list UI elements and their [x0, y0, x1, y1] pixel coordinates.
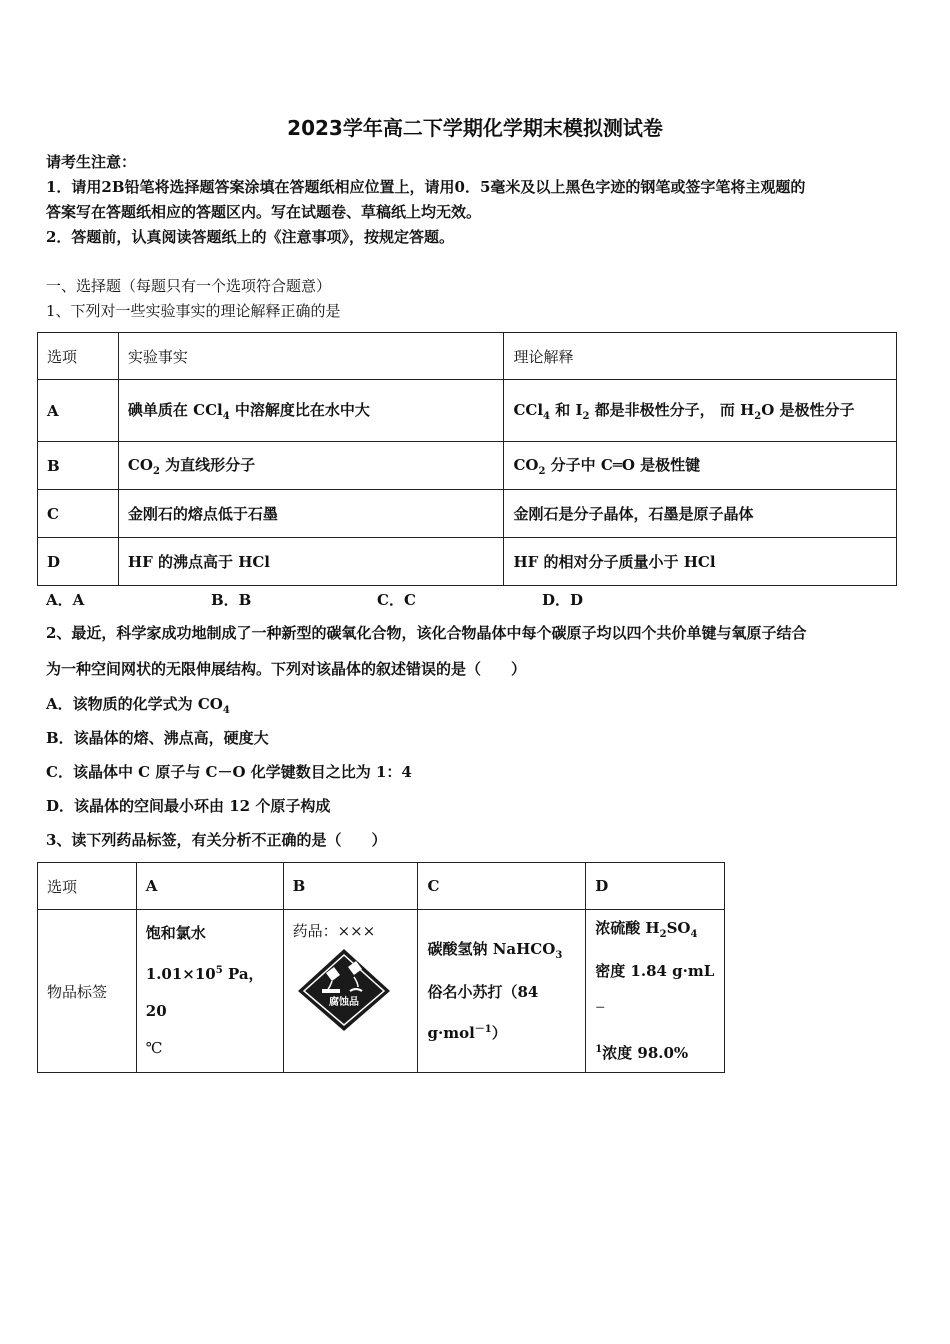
- question-1-stem: 1、下列对一些实验事实的理论解释正确的是: [46, 302, 341, 320]
- header-option: 选项: [38, 333, 119, 380]
- notice-item-2: 2．答题前，认真阅读答题纸上的《注意事项》，按规定答题。: [46, 228, 454, 246]
- row-explanation: 金刚石是分子晶体，石墨是原子晶体: [504, 490, 897, 538]
- table-row: [38, 538, 897, 586]
- table-row: [38, 380, 897, 442]
- notice-heading: 请考生注意：: [46, 153, 137, 171]
- table-row: [38, 910, 725, 1073]
- question-3-stem: 3、读下列药品标签，有关分析不正确的是（ ）: [46, 831, 387, 849]
- row-explanation: CCl$_4$ 和 $I_2$ 都是非极性分子， 而 $H_2O$ 是极性分子: [504, 380, 897, 442]
- row-option: D: [38, 538, 119, 586]
- table-row: [38, 442, 897, 490]
- question-2-option-b: B．该晶体的熔、沸点高，硬度大: [46, 729, 269, 747]
- corrosive-hazard-icon: [296, 947, 392, 1033]
- question-1-choice-c: C．C: [377, 591, 416, 609]
- label-d: 浓硫酸 $H_2SO_4$ 密度 1.84 g·mL－ $^1$浓度 98.0%: [586, 910, 725, 1073]
- question-1-table: [37, 332, 897, 586]
- question-3-table: [37, 862, 725, 1073]
- corrosive-label: 腐蚀品: [328, 997, 359, 1008]
- header-d: D: [586, 863, 725, 910]
- row-fact: 金刚石的熔点低于石墨: [118, 490, 504, 538]
- question-2-option-c: C．该晶体中 C 原子与 C－O 化学键数目之比为 1：4: [46, 763, 412, 781]
- row-fact: HF 的沸点高于 HCl: [118, 538, 504, 586]
- header-a: A: [136, 863, 283, 910]
- question-1-choice-a: A．A: [46, 591, 85, 609]
- question-2-option-d: D．该晶体的空间最小环由 12 个原子构成: [46, 797, 331, 815]
- label-c: 碳酸氢钠 NaHCO$_3$ 俗名小苏打（84 g·mol$^{-1}$）: [418, 910, 586, 1073]
- row-fact: $CO_2$ 为直线形分子: [118, 442, 504, 490]
- row-explanation: $CO_2$ 分子中 C═O 是极性键: [504, 442, 897, 490]
- question-1-choice-b: B．B: [211, 591, 252, 609]
- notice-item-1-line-2: 答案写在答题纸相应的答题区内。写在试题卷、草稿纸上均无效。: [46, 203, 482, 221]
- header-c: C: [418, 863, 586, 910]
- question-2-stem-line-1: 2、最近，科学家成功地制成了一种新型的碳氧化合物，该化合物晶体中每个碳原子均以四个共价单键与氧原子结合: [46, 624, 807, 642]
- table-row: [38, 490, 897, 538]
- row-explanation: HF 的相对分子质量小于 HCl: [504, 538, 897, 586]
- header-explanation: 理论解释: [504, 333, 897, 380]
- question-1-choice-d: D．D: [542, 591, 584, 609]
- table-header-row: [38, 863, 725, 910]
- label-a: 饱和氯水 $1.01\times 10^5$ Pa，20 ℃: [136, 910, 283, 1073]
- header-option: 选项: [38, 863, 137, 910]
- page-title: 2023学年高二下学期化学期末模拟测试卷: [287, 116, 663, 140]
- header-fact: 实验事实: [118, 333, 504, 380]
- question-2-option-a: A．该物质的化学式为 $CO_4$: [46, 695, 230, 716]
- row-option: C: [38, 490, 119, 538]
- header-b: B: [283, 863, 418, 910]
- notice-item-1-line-1: 1．请用2B铅笔将选择题答案涂填在答题纸相应位置上，请用0．5毫米及以上黑色字迹的钢笔或签字笔将主观题的: [46, 178, 806, 196]
- row-option: A: [38, 380, 119, 442]
- table-header-row: [38, 333, 897, 380]
- section-heading: 一、选择题（每题只有一个选项符合题意）: [46, 277, 332, 295]
- row-option: B: [38, 442, 119, 490]
- question-2-stem-line-2: 为一种空间网状的无限伸展结构。下列对该晶体的叙述错误的是（ ）: [46, 660, 527, 678]
- row-label: 物品标签: [38, 910, 137, 1073]
- row-fact: 碘单质在 CCl$_4$ 中溶解度比在水中大: [118, 380, 504, 442]
- label-b: 药品：××× 腐蚀品: [283, 910, 418, 1073]
